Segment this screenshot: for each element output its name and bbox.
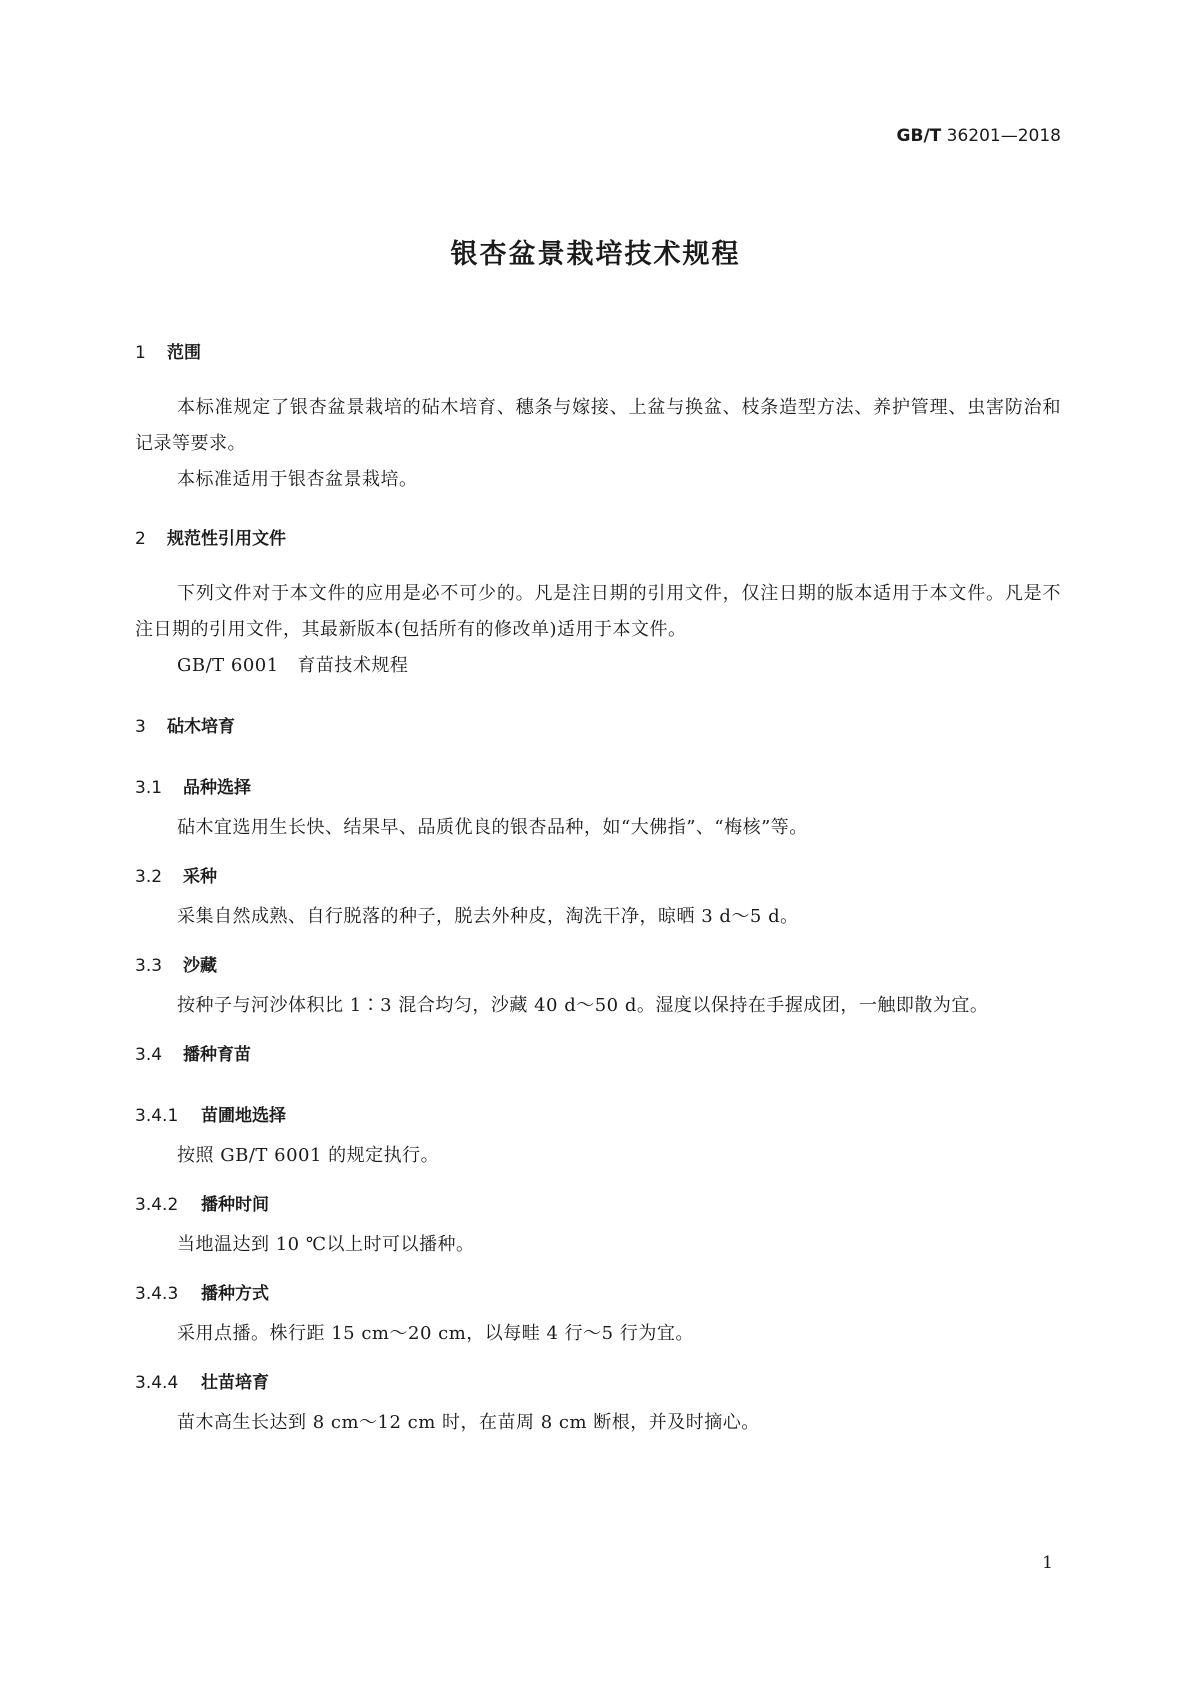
section-2-paragraph: 下列文件对于本文件的应用是必不可少的。凡是注日期的引用文件，仅注日期的版本适用于本文件。凡是不注日期的引用文件，其最新版本(包括所有的修改单)适用于本文件。: [135, 583, 1061, 640]
section-3-4-3-heading: 3.4.3 播种方式: [135, 1284, 269, 1304]
standard-code: 36201—2018: [946, 126, 1061, 146]
page-number: 1: [1042, 1553, 1053, 1573]
section-3-4-4-paragraph: 苗木高生长达到 8 cm～12 cm 时，在苗周 8 cm 断根，并及时摘心。: [177, 1412, 760, 1433]
section-1-paragraph-1: 本标准规定了银杏盆景栽培的砧木培育、穗条与嫁接、上盆与换盆、枝条造型方法、养护管理、虫害防治和记录等要求。: [135, 397, 1061, 454]
section-1-paragraph-2: 本标准适用于银杏盆景栽培。: [177, 469, 418, 490]
section-3-3-paragraph: 按种子与河沙体积比 1∶3 混合均匀，沙藏 40 d～50 d。湿度以保持在手握成团，一触即散为宜。: [177, 995, 989, 1016]
standard-prefix: GB/T: [896, 126, 942, 146]
section-3-4-2-heading: 3.4.2 播种时间: [135, 1195, 269, 1215]
section-3-2-paragraph: 采集自然成熟、自行脱落的种子，脱去外种皮，淘洗干净，晾晒 3 d～5 d。: [177, 906, 799, 927]
reference-code: GB/T 6001: [177, 655, 279, 676]
section-3-1-heading: 3.1 品种选择: [135, 778, 251, 798]
section-1-heading: 1 范围: [135, 343, 201, 363]
section-3-4-3-paragraph: 采用点播。株行距 15 cm～20 cm，以每畦 4 行～5 行为宜。: [177, 1323, 694, 1344]
section-3-2-heading: 3.2 采种: [135, 867, 217, 887]
normative-reference: [135, 648, 1061, 684]
section-3-4-1-heading: 3.4.1 苗圃地选择: [135, 1106, 286, 1126]
section-3-4-4-heading: 3.4.4 壮苗培育: [135, 1373, 269, 1393]
section-3-4-2-paragraph: 当地温达到 10 ℃以上时可以播种。: [177, 1234, 475, 1255]
section-3-3-heading: 3.3 沙藏: [135, 956, 217, 976]
section-3-4-1-paragraph: 按照 GB/T 6001 的规定执行。: [177, 1145, 440, 1166]
section-3-1-paragraph: 砧木宜选用生长快、结果早、品质优良的银杏品种，如“大佛指”、“梅核”等。: [177, 817, 808, 838]
document-body: [135, 338, 1061, 1441]
section-2-heading: 2 规范性引用文件: [135, 529, 286, 549]
section-3-4-heading: 3.4 播种育苗: [135, 1045, 251, 1065]
section-3-heading: 3 砧木培育: [135, 717, 235, 737]
standard-number: [897, 126, 1061, 146]
document-title: 银杏盆景栽培技术规程: [450, 239, 741, 270]
reference-title: 育苗技术规程: [297, 655, 409, 676]
